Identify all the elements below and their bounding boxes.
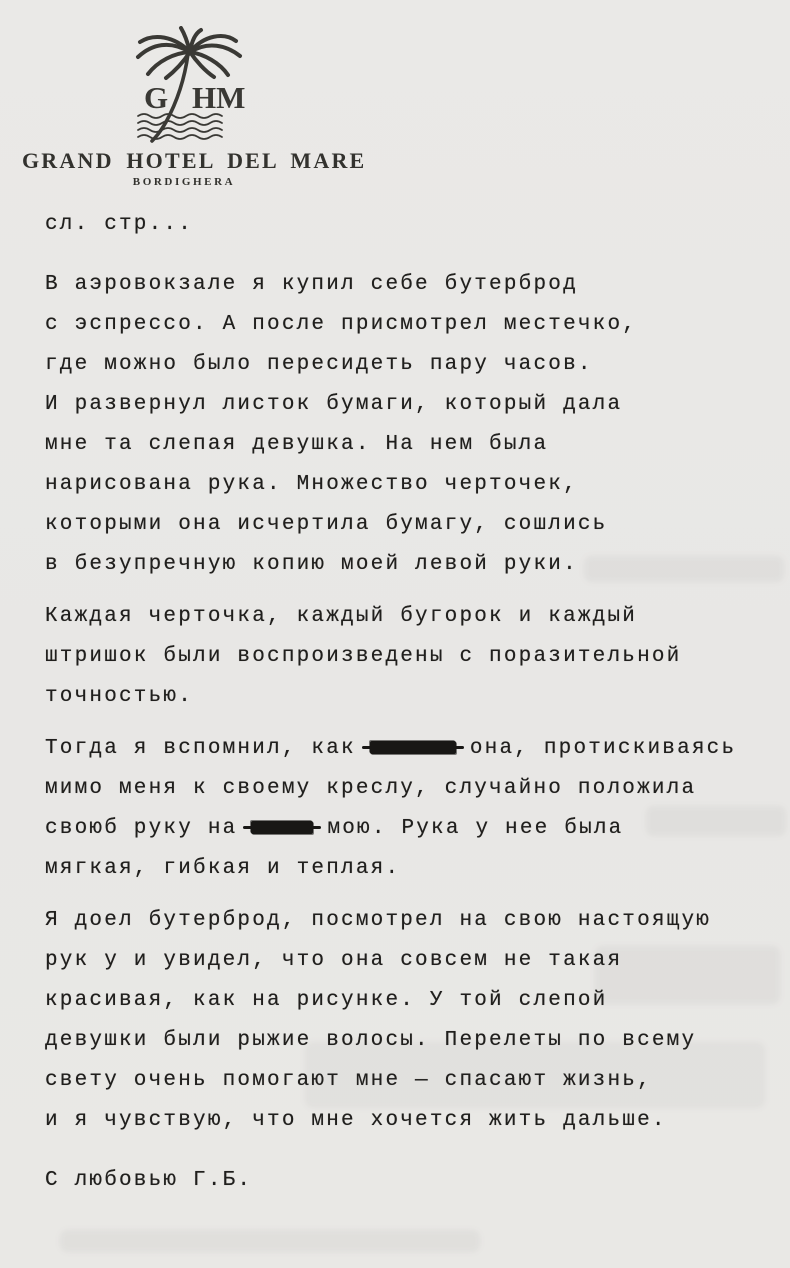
text-line	[45, 729, 775, 769]
bleed-through-mark	[595, 946, 780, 1004]
text-line: И развернул листок бумаги, который дала	[45, 393, 623, 416]
text-line: в безупречную копию моей левой руки.	[45, 553, 578, 576]
line-text: своюб руку на	[45, 817, 238, 840]
paragraph-2	[45, 597, 775, 717]
water-waves-icon	[138, 114, 222, 139]
signature: С любовью Г.Б.	[45, 1169, 253, 1192]
text-line: и я чувствую, что мне хочется жить дальше.	[45, 1109, 667, 1132]
text-line: которыми она исчертила бумагу, сошлись	[45, 513, 608, 536]
text-line: штришок были воспроизведены с поразительной	[45, 645, 682, 668]
logo-monogram-right: HM	[191, 80, 245, 115]
text-line: свету очень помогают мне — спасают жизнь,	[45, 1069, 652, 1092]
line-text: мою. Рука у нее была	[327, 817, 624, 840]
text-line: точностью.	[45, 685, 194, 708]
text-line: Я доел бутерброд, посмотрел на свою настоящую	[45, 909, 712, 932]
text-line: рук у и увидел, что она совсем не такая	[45, 949, 623, 972]
logo-monogram-left: G	[143, 80, 168, 115]
hotel-city: BORDIGHERA	[132, 176, 236, 188]
text-line: мимо меня к своему креслу, случайно положила	[45, 777, 697, 800]
text-line: с эспрессо. А после присмотрел местечко,	[45, 313, 638, 336]
text-line: В аэровокзале я купил себе бутерброд	[45, 273, 578, 296]
hotel-name: GRAND HOTEL DEL MARE	[22, 148, 367, 173]
palm-tree-logo	[102, 26, 267, 144]
line-text: она, протискиваясь	[469, 737, 737, 760]
paragraph-1	[45, 265, 775, 585]
salutation: сл. стр...	[45, 213, 194, 236]
redacted-word	[370, 741, 456, 754]
text-line: мягкая, гибкая и теплая.	[45, 857, 401, 880]
bleed-through-mark	[584, 556, 784, 582]
bleed-through-mark	[305, 1042, 765, 1108]
text-line: нарисована рука. Множество черточек,	[45, 473, 578, 496]
text-line: девушки были рыжие волосы. Перелеты по всему	[45, 1029, 697, 1052]
line-text: Тогда я вспомнил, как	[45, 737, 356, 760]
redacted-word	[251, 821, 313, 834]
text-line: красивая, как на рисунке. У той слепой	[45, 989, 608, 1012]
text-line: мне та слепая девушка. На нем была	[45, 433, 549, 456]
text-line: где можно было пересидеть пару часов.	[45, 353, 593, 376]
bleed-through-mark	[60, 1230, 480, 1252]
letterhead	[22, 26, 367, 188]
bleed-through-mark	[646, 806, 786, 836]
text-line: Каждая черточка, каждый бугорок и каждый	[45, 605, 638, 628]
